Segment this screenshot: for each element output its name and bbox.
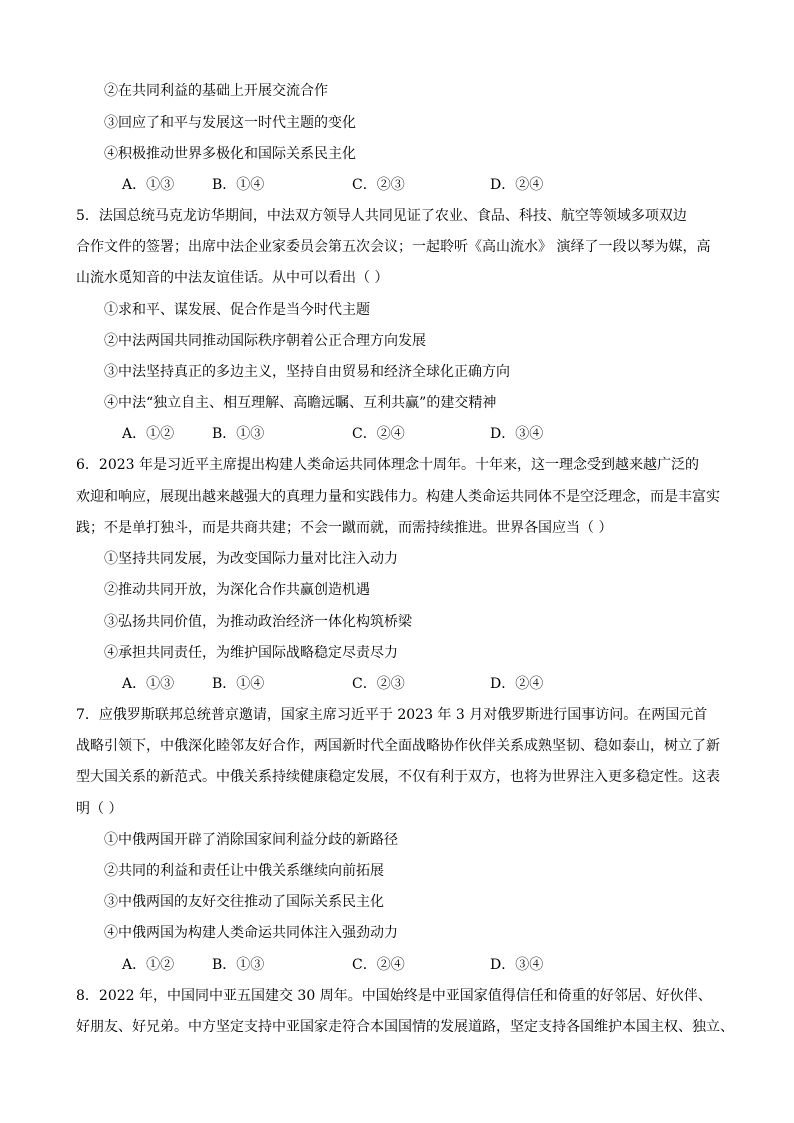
q4-choice-a: A．①③ (122, 177, 175, 193)
q4-choice-d: D．②④ (490, 177, 544, 193)
q7-option-2: ②共同的利益和责任让中俄关系继续向前拓展 (104, 863, 384, 879)
q5-choices (122, 424, 682, 444)
q4-choice-b: B．①④ (212, 177, 265, 193)
q6-choice-b: B．①④ (212, 676, 265, 692)
q7-option-3: ③中俄两国的友好交往推动了国际关系民主化 (104, 894, 384, 910)
q5-option-2: ②中法两国共同推动国际秩序朝着公正合理方向发展 (104, 333, 426, 349)
q6-choice-d: D．②④ (490, 676, 544, 692)
q4-option-4: ④积极推动世界多极化和国际关系民主化 (104, 146, 356, 162)
q7-stem-line-3: 型大国关系的新范式。中俄关系持续健康稳定发展，不仅有利于双方，也将为世界注入更多稳定性。这表 (76, 769, 720, 785)
q7-choice-c: C．②④ (352, 957, 405, 973)
q6-stem-line-2: 欢迎和响应，展现出越来越强大的真理力量和实践伟力。构建人类命运共同体不是空泛理念，而是丰富实 (76, 489, 720, 505)
q6-choice-c: C．②③ (352, 676, 405, 692)
q6-option-1: ①坚持共同发展，为改变国际力量对比注入动力 (104, 551, 398, 567)
q7-choice-b: B．①③ (212, 957, 265, 973)
q4-choices (122, 175, 682, 195)
q6-choices (122, 674, 682, 694)
q5-choice-a: A．①② (122, 426, 175, 442)
q7-stem-line-4: 明（ ） (76, 801, 123, 817)
q5-stem-line-2: 合作文件的签署；出席中法企业家委员会第五次会议；一起聆听《高山流水》 演绎了一段以琴为媒，高 (76, 239, 711, 255)
q6-stem-line-3: 践；不是单打独斗，而是共商共建；不会一蹴而就，而需持续推进。世界各国应当（ ） (76, 520, 613, 536)
q8-stem-line-2: 好朋友、好兄弟。中方坚定支持中亚国家走符合本国国情的发展道路，坚定支持各国维护本国主权、独立、 (76, 1019, 734, 1035)
q6-option-2: ②推动共同开放，为深化合作共赢创造机遇 (104, 582, 370, 598)
q5-option-3: ③中法坚持真正的多边主义，坚持自由贸易和经济全球化正确方向 (104, 364, 510, 380)
q7-option-1: ①中俄两国开辟了消除国家间利益分歧的新路径 (104, 832, 398, 848)
q5-choice-d: D．③④ (490, 426, 544, 442)
q4-choice-c: C．②③ (352, 177, 405, 193)
q6-choice-a: A．①③ (122, 676, 175, 692)
q5-option-4: ④中法“独立自主、相互理解、高瞻远瞩、互利共赢”的建交精神 (104, 395, 497, 411)
q6-stem-line-1: 6．2023 年是习近平主席提出构建人类命运共同体理念十周年。十年来，这一理念受到越来越广泛的 (76, 457, 699, 473)
q4-option-2: ②在共同利益的基础上开展交流合作 (104, 83, 328, 99)
q6-option-4: ④承担共同责任，为维护国际战略稳定尽责尽力 (104, 645, 398, 661)
q6-option-3: ③弘扬共同价值，为推动政治经济一体化构筑桥梁 (104, 614, 412, 630)
q7-choice-d: D．③④ (490, 957, 544, 973)
q5-choice-b: B．①③ (212, 426, 265, 442)
q5-option-1: ①求和平、谋发展、促合作是当今时代主题 (104, 302, 370, 318)
q7-stem-line-1: 7．应俄罗斯联邦总统普京邀请，国家主席习近平于 2023 年 3 月对俄罗斯进行国事访问。在两国元首 (76, 707, 708, 723)
q7-choices (122, 955, 682, 975)
q5-stem-line-1: 5．法国总统马克龙访华期间，中法双方领导人共同见证了农业、食品、科技、航空等领域多项双边 (76, 208, 687, 224)
q7-stem-line-2: 战略引领下，中俄深化睦邻友好合作，两国新时代全面战略协作伙伴关系成熟坚韧、稳如泰山，树立了新 (76, 738, 720, 754)
q8-stem-line-1: 8．2022 年，中国同中亚五国建交 30 周年。中国始终是中亚国家值得信任和倚重的好邻居、好伙伴、 (76, 988, 712, 1004)
q4-option-3: ③回应了和平与发展这一时代主题的变化 (104, 115, 356, 131)
q7-option-4: ④中俄两国为构建人类命运共同体注入强劲动力 (104, 925, 398, 941)
q5-stem-line-3: 山流水觅知音的中法友谊佳话。从中可以看出（ ） (76, 270, 389, 286)
q5-choice-c: C．②④ (352, 426, 405, 442)
q7-choice-a: A．①② (122, 957, 175, 973)
